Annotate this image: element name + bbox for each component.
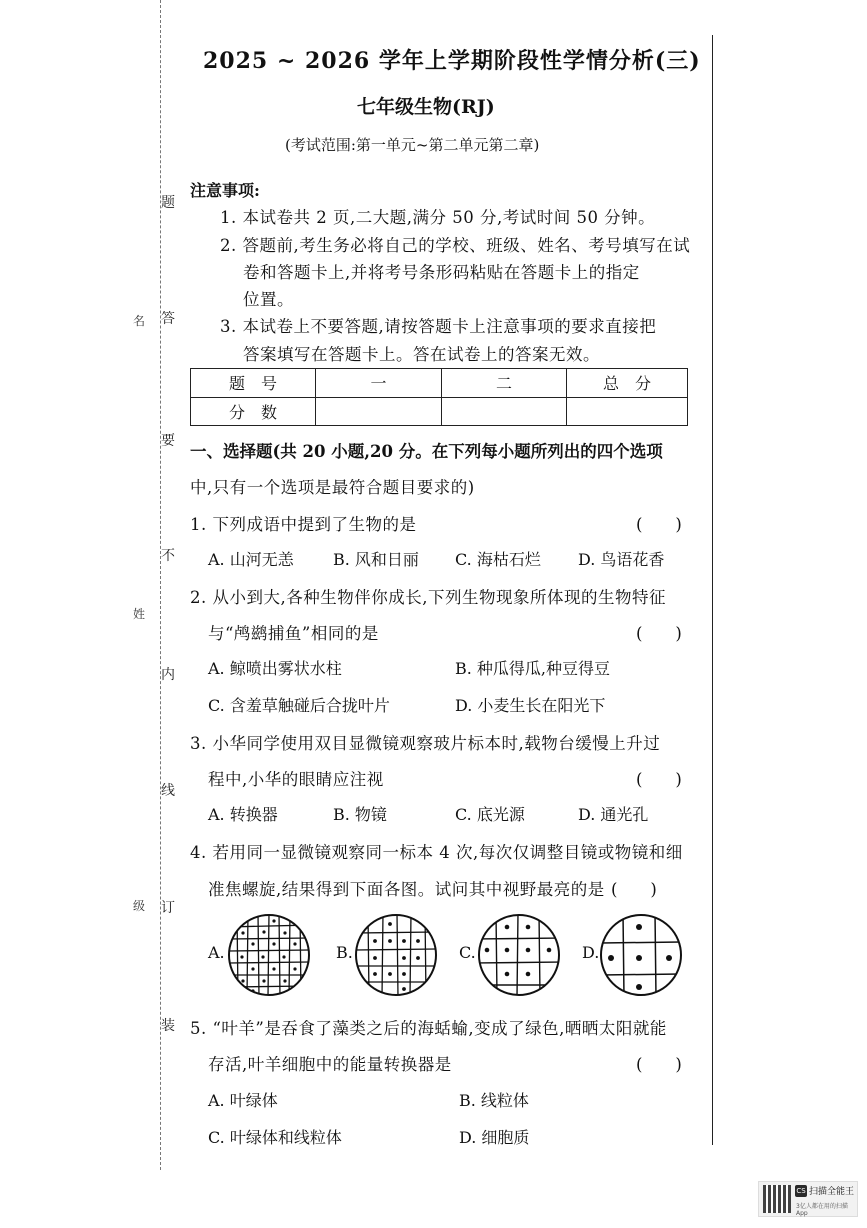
- margin-mark: 姓: [133, 607, 146, 621]
- score-header-cell: 题 号: [191, 369, 316, 398]
- option-label: C.: [459, 943, 476, 962]
- binding-char: 内: [161, 667, 175, 683]
- score-header-cell: 总 分: [567, 369, 688, 398]
- scanner-name: 扫描全能王: [809, 1187, 855, 1197]
- answer-paren: ( ): [636, 1055, 682, 1074]
- question-stem: 2. 从小到大,各种生物伴你成长,下列生物现象所体现的生物特征: [190, 588, 666, 607]
- option: D. 鸟语花香: [578, 550, 665, 569]
- question-stem: 5. “叶羊”是吞食了藻类之后的海蛞蝓,变成了绿色,晒晒太阳就能: [190, 1019, 667, 1038]
- exam-range: (考试范围:第一单元~第二单元第二章): [285, 136, 540, 154]
- microscope-view-b: [354, 913, 438, 997]
- option-label: D.: [582, 943, 600, 962]
- score-cell: [316, 397, 442, 426]
- binding-char: 订: [161, 900, 175, 916]
- score-table: [190, 368, 688, 426]
- score-cell: [442, 397, 567, 426]
- microscope-view-c: [477, 913, 561, 997]
- option-label: A.: [208, 943, 225, 962]
- question-stem: 与“鸬鹚捕鱼”相同的是: [208, 624, 379, 643]
- notice-item: 卷和答题卡上,并将考号条形码粘贴在答题卡上的指定: [243, 263, 640, 282]
- notice-item: 位置。: [243, 290, 294, 309]
- score-header-cell: 二: [442, 369, 567, 398]
- scanner-watermark: [758, 1181, 858, 1217]
- answer-paren: ( ): [636, 624, 682, 643]
- option: B. 风和日丽: [333, 550, 419, 569]
- option: B. 种瓜得瓜,种豆得豆: [455, 659, 611, 678]
- option: D. 细胞质: [459, 1128, 530, 1147]
- section-heading: 一、选择题(共 20 小题,20 分。在下列每小题所列出的四个选项: [190, 442, 663, 461]
- exam-title: 2025 ~ 2026 学年上学期阶段性学情分析(三): [203, 48, 701, 74]
- microscope-view-a: [227, 913, 311, 997]
- option: B. 线粒体: [459, 1091, 529, 1110]
- option: C. 叶绿体和线粒体: [208, 1128, 342, 1147]
- binding-char: 答: [161, 311, 175, 327]
- option: C. 海枯石烂: [455, 550, 541, 569]
- microscope-view-d: [599, 913, 683, 997]
- exam-subtitle: 七年级生物(RJ): [357, 96, 495, 118]
- section-heading-cont: 中,只有一个选项是最符合题目要求的): [190, 478, 475, 497]
- option: A. 转换器: [208, 805, 278, 824]
- option: C. 底光源: [455, 805, 525, 824]
- binding-line: [160, 0, 161, 1170]
- margin-mark: 名: [133, 314, 146, 328]
- option: D. 小麦生长在阳光下: [455, 696, 606, 715]
- score-label-cell: 分 数: [191, 397, 316, 426]
- notice-heading: 注意事项:: [190, 181, 260, 200]
- question-stem: 4. 若用同一显微镜观察同一标本 4 次,每次仅调整目镜或物镜和细: [190, 843, 683, 862]
- qr-code-icon: [763, 1185, 791, 1213]
- question-stem: 准焦螺旋,结果得到下面各图。试问其中视野最亮的是: [208, 880, 605, 899]
- question-stem: 3. 小华同学使用双目显微镜观察玻片标本时,载物台缓慢上升过: [190, 734, 661, 753]
- margin-rule: [712, 35, 713, 1145]
- binding-char: 题: [161, 195, 175, 211]
- option: A. 山河无恙: [208, 550, 294, 569]
- answer-paren: ( ): [636, 515, 682, 534]
- binding-char: 要: [161, 433, 175, 449]
- question-stem: 存活,叶羊细胞中的能量转换器是: [208, 1055, 452, 1074]
- option-label: B.: [336, 943, 353, 962]
- option: A. 鲸喷出雾状水柱: [208, 659, 342, 678]
- option: C. 含羞草触碰后合拢叶片: [208, 696, 390, 715]
- notice-item: 2. 答题前,考生务必将自己的学校、班级、姓名、考号填写在试: [220, 236, 691, 255]
- scanner-logo: CS: [796, 1187, 806, 1195]
- answer-paren: ( ): [611, 880, 657, 899]
- option: B. 物镜: [333, 805, 387, 824]
- notice-item: 答案填写在答题卡上。答在试卷上的答案无效。: [243, 345, 600, 364]
- score-header-cell: 一: [316, 369, 442, 398]
- score-cell: [567, 397, 688, 426]
- notice-item: 1. 本试卷共 2 页,二大题,满分 50 分,考试时间 50 分钟。: [220, 208, 656, 227]
- binding-char: 装: [161, 1018, 175, 1034]
- question-stem: 程中,小华的眼睛应注视: [208, 770, 384, 789]
- binding-char: 线: [161, 783, 175, 799]
- scanner-tagline: 3亿人都在用的扫描App: [796, 1203, 848, 1217]
- binding-char: 不: [161, 548, 175, 564]
- notice-item: 3. 本试卷上不要答题,请按答题卡上注意事项的要求直接把: [220, 317, 657, 336]
- option: A. 叶绿体: [208, 1091, 278, 1110]
- option: D. 通光孔: [578, 805, 649, 824]
- margin-mark: 级: [133, 899, 146, 913]
- question-stem: 1. 下列成语中提到了生物的是: [190, 515, 417, 534]
- answer-paren: ( ): [636, 770, 682, 789]
